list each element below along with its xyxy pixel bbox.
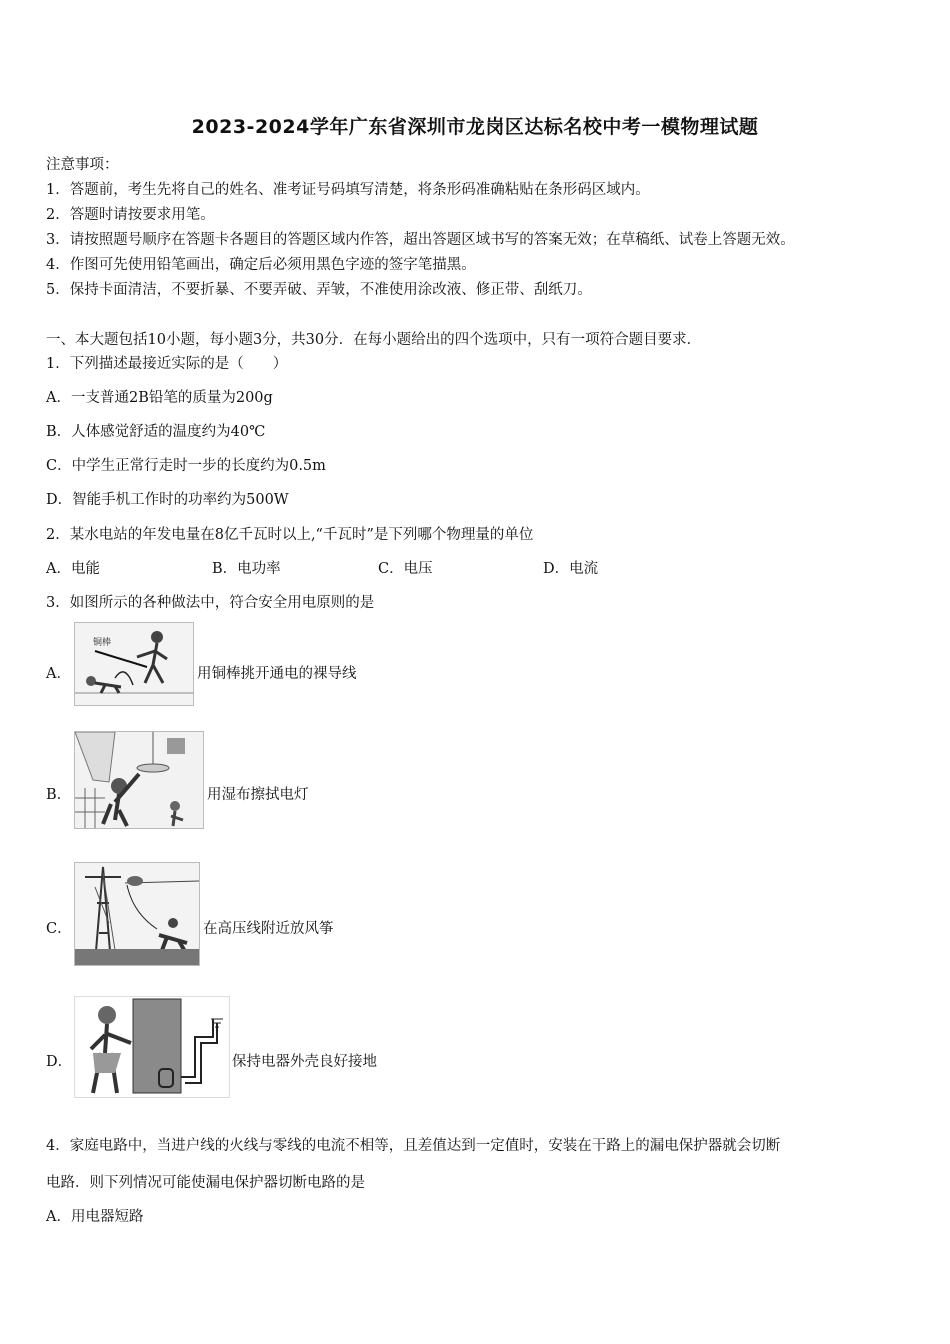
- option-a: A．电能: [46, 561, 100, 577]
- option-a-text: 用铜棒挑开通电的裸导线: [197, 666, 357, 682]
- grounded-appliance-illustration: [74, 996, 230, 1098]
- option-d-text: 保持电器外壳良好接地: [232, 1054, 377, 1070]
- question-stem: 2．某水电站的年发电量在8亿千瓦时以上,“千瓦时”是下列哪个物理量的单位: [46, 527, 534, 543]
- wet-cloth-lamp-illustration: [74, 731, 204, 829]
- notice-heading: 注意事项：: [46, 157, 119, 173]
- option-b: B．电功率: [212, 561, 281, 577]
- option-b-text: 用湿布擦拭电灯: [207, 787, 309, 803]
- option-a: A．用电器短路: [46, 1209, 144, 1225]
- kite-power-line-illustration: [74, 862, 200, 966]
- section-header: 一、本大题包括10小题，每小题3分，共30分．在每小题给出的四个选项中，只有一项符合题目要求．: [46, 332, 702, 348]
- option-c: C．电压: [378, 561, 433, 577]
- option-a: A．一支普通2B铅笔的质量为200g: [46, 390, 273, 406]
- notice-item: 1．答题前，考生先将自己的姓名、准考证号码填写清楚，将条形码准确粘贴在条形码区域内。: [46, 182, 650, 198]
- option-a-letter: A．: [46, 666, 71, 682]
- notice-item: 5．保持卡面清洁，不要折暴、不要弄破、弄皱，不准使用涂改液、修正带、刮纸刀。: [46, 282, 592, 298]
- option-b-letter: B．: [46, 787, 72, 803]
- question-stem: 1．下列描述最接近实际的是（ ）: [46, 356, 288, 372]
- question-stem: 4．家庭电路中，当进户线的火线与零线的电流不相等，且差值达到一定值时，安装在干路上的漏电保护器就会切断: [46, 1138, 781, 1154]
- option-b: B．人体感觉舒适的温度约为40℃: [46, 424, 266, 440]
- question-stem: 3．如图所示的各种做法中，符合安全用电原则的是: [46, 595, 375, 611]
- option-d: D．电流: [543, 561, 599, 577]
- question-stem-continued: 电路．则下列情况可能使漏电保护器切断电路的是: [46, 1175, 365, 1191]
- copper-rod-label: 铜棒: [93, 638, 112, 648]
- notice-item: 2．答题时请按要求用笔。: [46, 207, 215, 223]
- copper-rod-illustration: [74, 622, 194, 706]
- notice-item: 3．请按照题号顺序在答题卡各题目的答题区域内作答，超出答题区域书写的答案无效；在草稿纸、试卷上答题无效。: [46, 232, 795, 248]
- option-d: D．智能手机工作时的功率约为500W: [46, 492, 289, 508]
- option-d-letter: D．: [46, 1054, 73, 1070]
- option-c-text: 在高压线附近放风筝: [203, 921, 334, 937]
- option-c-letter: C．: [46, 921, 72, 937]
- notice-item: 4．作图可先使用铅笔画出，确定后必须用黑色字迹的签字笔描黑。: [46, 257, 476, 273]
- option-c: C．中学生正常行走时一步的长度约为0.5m: [46, 458, 326, 474]
- page-title: 2023-2024学年广东省深圳市龙岗区达标名校中考一模物理试题: [191, 116, 759, 138]
